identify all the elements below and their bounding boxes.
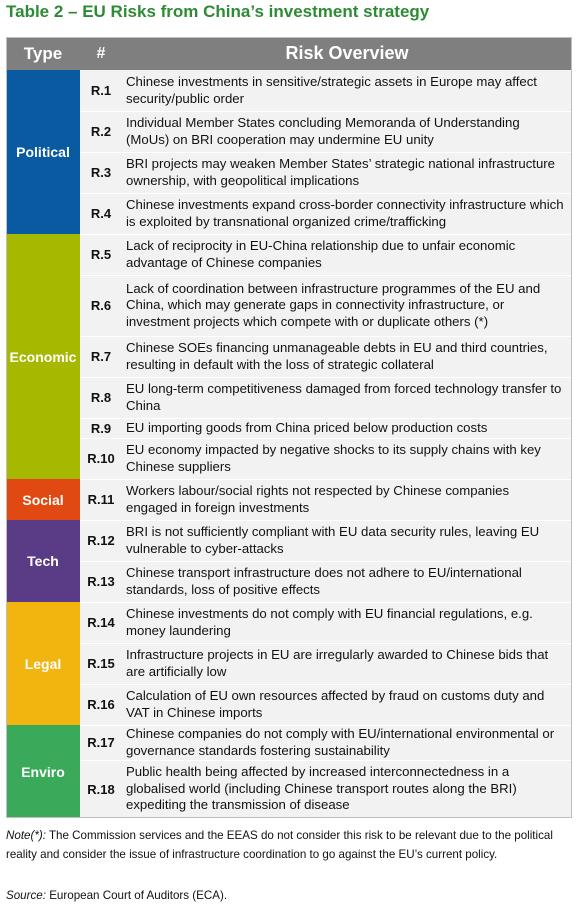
row-divider xyxy=(80,377,572,378)
row-number: R.15 xyxy=(80,643,122,684)
row-divider xyxy=(80,479,572,480)
row-risk-text: BRI projects may weaken Member States’ strategic national infrastructure ownership, with geopolitical implications xyxy=(122,152,572,193)
row-risk-text: Chinese companies do not comply with EU/international environmental or governance standards fostering sustainability xyxy=(122,725,572,760)
type-enviro: Enviro xyxy=(6,725,80,818)
header-type: Type xyxy=(23,44,63,63)
row-divider xyxy=(80,760,572,761)
row-number: R.11 xyxy=(80,479,122,520)
table-header xyxy=(6,37,572,70)
row-risk-text: Chinese investments expand cross-border connectivity infrastructure which is exploited by transnational organized crime/trafficking xyxy=(122,193,572,234)
source-label: Source: xyxy=(6,889,46,902)
row-number: R.8 xyxy=(80,377,122,418)
row-number: R.9 xyxy=(80,418,122,438)
table-note xyxy=(6,826,572,864)
row-number: R.17 xyxy=(80,725,122,760)
row-divider xyxy=(80,418,572,419)
source-text: European Court of Auditors (ECA). xyxy=(49,889,228,902)
row-divider xyxy=(80,602,572,603)
table-title: Table 2 – EU Risks from China’s investment strategy xyxy=(6,2,430,21)
row-risk-text: Public health being affected by increased interconnectedness in a globalised world (including Chinese transport routes along the BRI) expediting the transmission of disease xyxy=(122,760,572,818)
header-risk-overview: Risk Overview xyxy=(285,43,409,63)
row-number: R.2 xyxy=(80,111,122,152)
row-number: R.1 xyxy=(80,70,122,111)
row-divider xyxy=(80,193,572,194)
row-number: R.13 xyxy=(80,561,122,602)
row-number: R.5 xyxy=(80,234,122,275)
row-number: R.6 xyxy=(80,275,122,336)
row-number: R.16 xyxy=(80,684,122,725)
note-text: The Commission services and the EEAS do not consider this risk to be relevant due to the political reality and consider the issue of infrastructure coordination to go against the EU’s current policy. xyxy=(6,829,553,861)
row-divider xyxy=(80,111,572,112)
row-divider xyxy=(80,275,572,276)
row-number: R.4 xyxy=(80,193,122,234)
row-divider xyxy=(80,152,572,153)
row-number: R.3 xyxy=(80,152,122,193)
row-risk-text: Lack of coordination between infrastructure programmes of the EU and China, which may generate gaps in connectivity infrastructure, or investment projects which compete with or duplicate others (*) xyxy=(122,275,572,336)
row-divider xyxy=(80,520,572,521)
row-divider xyxy=(80,643,572,644)
row-divider xyxy=(80,234,572,235)
row-risk-text: Workers labour/social rights not respected by Chinese companies engaged in foreign investments xyxy=(122,479,572,520)
row-risk-text: EU importing goods from China priced below production costs xyxy=(122,418,572,438)
row-risk-text: Calculation of EU own resources affected by fraud on customs duty and VAT in Chinese imports xyxy=(122,684,572,725)
row-number: R.10 xyxy=(80,438,122,479)
row-number: R.7 xyxy=(80,336,122,377)
row-risk-text: EU economy impacted by negative shocks to its supply chains with key Chinese suppliers xyxy=(122,438,572,479)
row-risk-text: Lack of reciprocity in EU-China relationship due to unfair economic advantage of Chinese companies xyxy=(122,234,572,275)
row-divider xyxy=(80,438,572,439)
type-political: Political xyxy=(6,70,80,234)
header-number: # xyxy=(96,45,106,62)
note-label: Note(*): xyxy=(6,829,46,842)
row-divider xyxy=(80,684,572,685)
type-tech: Tech xyxy=(6,520,80,602)
row-number: R.12 xyxy=(80,520,122,561)
row-risk-text: Chinese investments in sensitive/strategic assets in Europe may affect security/public order xyxy=(122,70,572,111)
row-divider xyxy=(80,725,572,726)
type-legal: Legal xyxy=(6,602,80,725)
table-source xyxy=(6,889,227,902)
row-number: R.14 xyxy=(80,602,122,643)
row-risk-text: Chinese investments do not comply with EU financial regulations, e.g. money laundering xyxy=(122,602,572,643)
row-risk-text: EU long-term competitiveness damaged from forced technology transfer to China xyxy=(122,377,572,418)
row-risk-text: Infrastructure projects in EU are irregularly awarded to Chinese bids that are artificially low xyxy=(122,643,572,684)
row-risk-text: Chinese SOEs financing unmanageable debts in EU and third countries, resulting in default with the loss of strategic collateral xyxy=(122,336,572,377)
row-divider xyxy=(80,336,572,337)
row-number: R.18 xyxy=(80,760,122,818)
row-risk-text: BRI is not sufficiently compliant with EU data security rules, leaving EU vulnerable to cyber-attacks xyxy=(122,520,572,561)
type-economic: Economic xyxy=(6,234,80,479)
row-risk-text: Individual Member States concluding Memoranda of Understanding (MoUs) on BRI cooperation may undermine EU unity xyxy=(122,111,572,152)
row-divider xyxy=(80,561,572,562)
row-risk-text: Chinese transport infrastructure does not adhere to EU/international standards, loss of positive effects xyxy=(122,561,572,602)
type-social: Social xyxy=(6,479,80,520)
